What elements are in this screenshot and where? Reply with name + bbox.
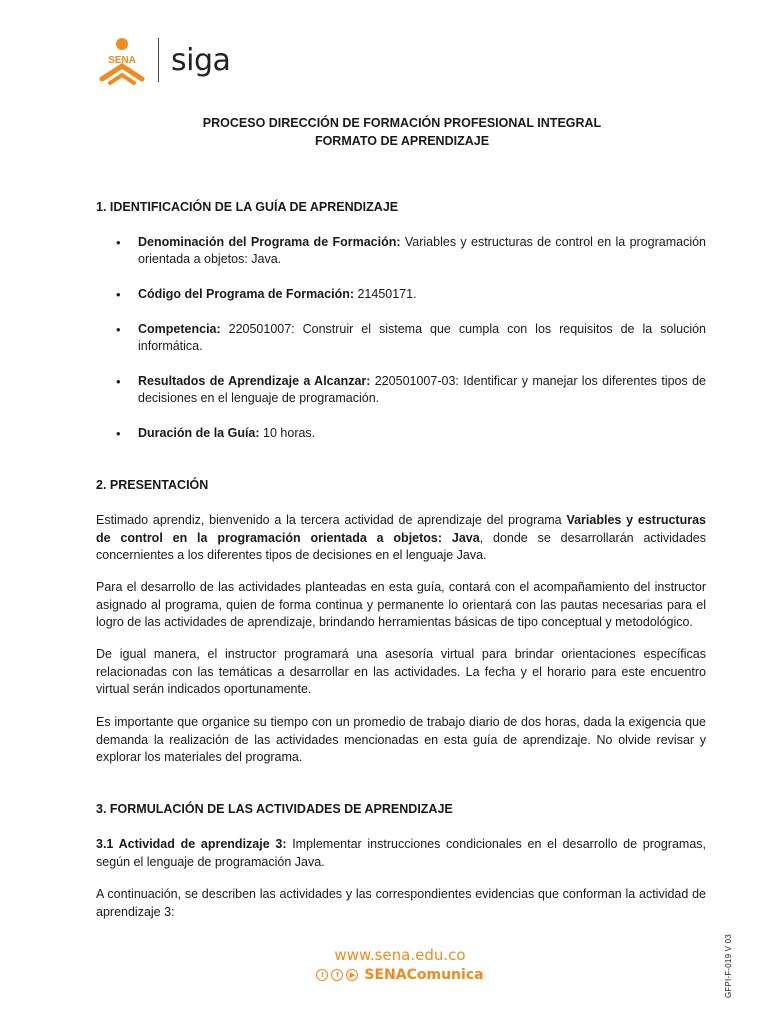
bullet: • [116,374,121,389]
item-value: 220501007: Construir el sistema que cumpla con los requisitos de la solución informática. [138,322,706,353]
activity-paragraph [96,836,706,871]
section-1-heading: 1. IDENTIFICACIÓN DE LA GUÍA DE APRENDIZAJE [96,200,399,214]
item-label: Resultados de Aprendizaje a Alcanzar: [138,374,371,388]
item-value: Variables y estructuras de control en la programación orientada a objetos: Java. [138,235,707,266]
presentation-paragraph-3: De igual manera, el instructor programará una asesoría virtual para brindar orientaciones específicas relacionadas con las temáticas a desarrollar en las actividades. La fecha y el horario para este encuentro virtual serán indicados oportunamente. [96,647,706,696]
identification-list [96,234,706,442]
footer [300,946,500,983]
bullet: • [116,287,121,302]
title-line-1: PROCESO DIRECCIÓN DE FORMACIÓN PROFESIONAL INTEGRAL [202,116,602,130]
list-item [96,234,706,268]
list-item [96,321,706,355]
footer-social [300,967,500,983]
activity-label: 3.1 Actividad de aprendizaje 3: [96,837,287,851]
item-value: 220501007-03: Identificar y manejar los diferentes tipos de decisiones en el lenguaje de programación. [138,374,706,405]
presentation-paragraph-2: Para el desarrollo de las actividades planteadas en esta guía, contará con el acompañamiento del instructor asignado al programa, quien de forma continua y permanente lo orientará con las pautas necesarias para el logro de las actividades de aprendizaje, brindando herramientas básicas de tipo conceptual y metodológico. [96,580,706,629]
form-code: GFPI-F-019 V 03 [724,934,733,998]
header-logos [96,34,230,86]
item-value: 21450171. [354,287,417,301]
section-3-heading: 3. FORMULACIÓN DE LAS ACTIVIDADES DE APRENDIZAJE [96,802,453,816]
twitter-icon: t [316,969,328,981]
bullet: • [116,322,121,337]
paragraph-text: , donde se desarrollarán actividades concernientes a los diferentes tipos de decisiones en el lenguaje Java. [96,530,706,562]
sena-logo [96,35,148,85]
document-title [96,114,708,150]
list-item [96,425,706,442]
footer-handle: SENAComunica [364,967,484,983]
item-label: Duración de la Guía: [138,426,260,440]
presentation-paragraph-1 [96,512,706,565]
youtube-icon: ▶ [346,969,358,981]
item-label: Competencia: [138,322,221,336]
paragraph-text: Implementar instrucciones condicionales en el desarrollo de programas, según el lenguaje de programación Java. [96,837,706,869]
activity-description: A continuación, se describen las actividades y las correspondientes evidencias que conforman la actividad de aprendizaje 3: [96,887,706,919]
item-label: Denominación del Programa de Formación: [138,235,401,249]
sena-logo-text: SENA [108,55,136,66]
title-line-2: FORMATO DE APRENDIZAJE [314,134,490,148]
program-name: Variables y estructuras de control en la programación orientada a objetos: Java [96,513,706,545]
footer-url: www.sena.edu.co [334,946,466,964]
paragraph-text: Estimado aprendiz, bienvenido a la tercera actividad de aprendizaje del programa [96,513,567,527]
facebook-icon: f [331,969,343,981]
presentation-paragraph-4: Es importante que organice su tiempo con un promedio de trabajo diario de dos horas, dada la exigencia que demanda la realización de las actividades mencionadas en esta guía de aprendizaje. No olvide revisar y explorar los materiales del programa. [96,715,706,764]
list-item [96,286,706,303]
list-item [96,373,706,407]
item-label: Código del Programa de Formación: [138,287,354,301]
item-value: 10 horas. [259,426,316,440]
logo-separator [158,38,159,82]
section-2-heading: 2. PRESENTACIÓN [96,478,209,492]
bullet: • [116,235,121,250]
bullet: • [116,426,121,441]
siga-logo: siga [171,42,231,78]
